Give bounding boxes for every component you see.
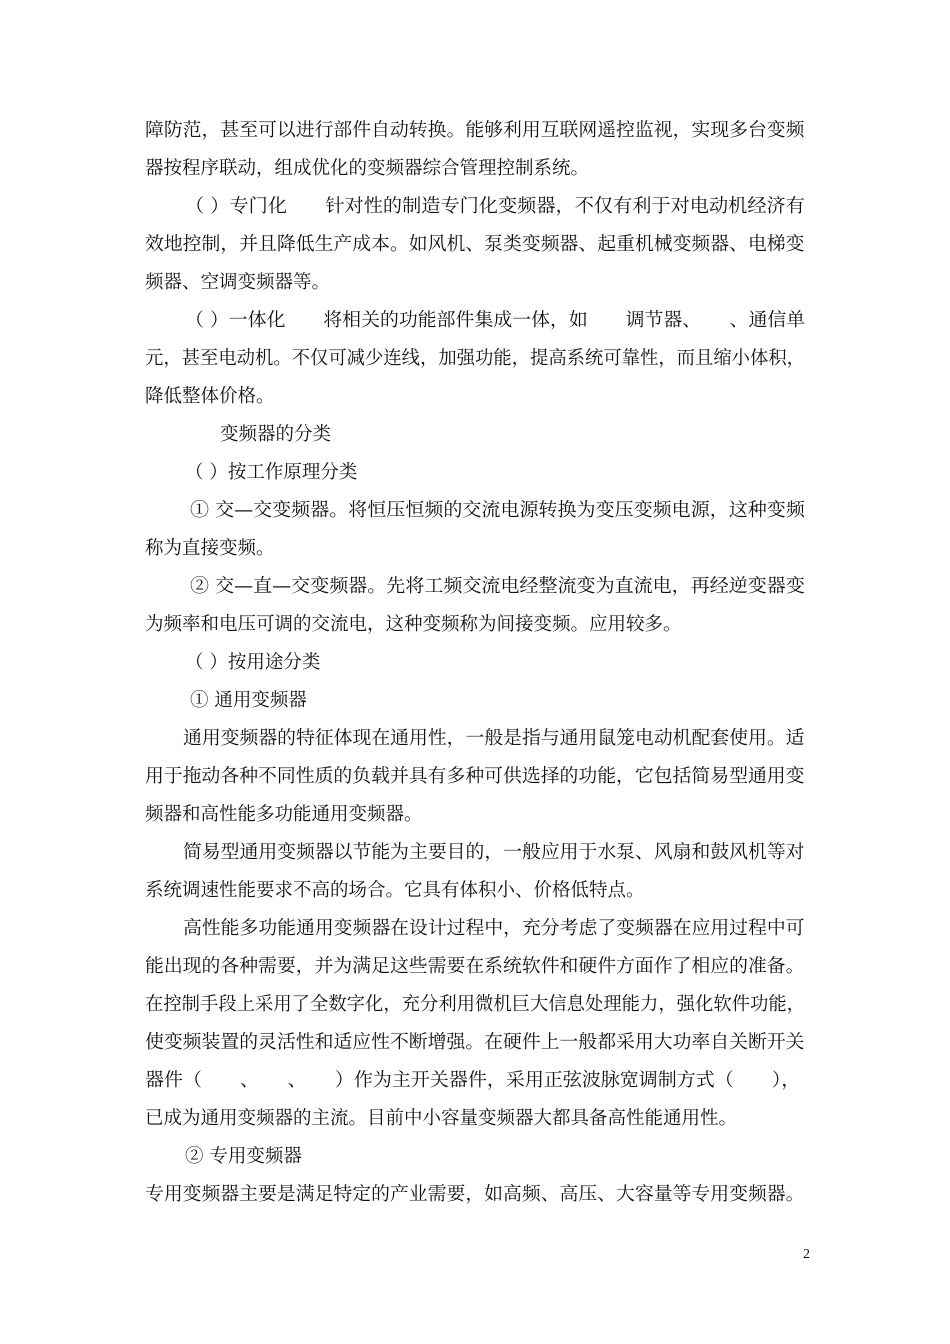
section-heading: 变频器的分类 xyxy=(220,424,332,445)
text-line: 为频率和电压可调的交流电，这种变频称为间接变频。应用较多。 xyxy=(145,614,682,635)
text-line: 效地控制，并且降低生产成本。如风机、泵类变频器、起重机械变频器、电梯变 xyxy=(145,234,805,255)
text-line: 障防范，甚至可以进行部件自动转换。能够利用互联网遥控监视，实现多台变频 xyxy=(145,120,805,141)
subsection-heading: （ ）按工作原理分类 xyxy=(185,462,358,483)
text-line: 专用变频器主要是满足特定的产业需要，如高频、高压、大容量等专用变频器。 xyxy=(145,1184,805,1205)
text-line: 器件（ 、 、 ）作为主开关器件，采用正弦波脉宽调制方式（ ）， xyxy=(145,1070,801,1091)
text-line: 高性能多功能通用变频器在设计过程中，充分考虑了变频器在应用过程中可 xyxy=(183,918,805,939)
text-line: 频器和高性能多功能通用变频器。 xyxy=(145,804,423,825)
text-line: 简易型通用变频器以节能为主要目的，一般应用于水泵、风扇和鼓风机等对 xyxy=(183,842,805,863)
text-line: 通用变频器的特征体现在通用性，一般是指与通用鼠笼电动机配套使用。适 xyxy=(183,728,805,749)
page-number: 2 xyxy=(803,1247,810,1262)
text-line: 降低整体价格。 xyxy=(145,386,275,407)
item-heading: ① 通用变频器 xyxy=(190,690,307,711)
subsection-heading: （ ）按用途分类 xyxy=(185,652,321,673)
item-heading: ② 专用变频器 xyxy=(185,1146,302,1167)
text-line: （ ）专门化 针对性的制造专门化变频器，不仅有利于对电动机经济有 xyxy=(185,196,805,217)
text-line: ① 交—交变频器。将恒压恒频的交流电源转换为变压变频电源，这种变频 xyxy=(190,500,805,521)
text-line: 系统调速性能要求不高的场合。它具有体积小、价格低特点。 xyxy=(145,880,645,901)
text-line: 用于拖动各种不同性质的负载并具有多种可供选择的功能，它包括简易型通用变 xyxy=(145,766,805,787)
text-line: 器按程序联动，组成优化的变频器综合管理控制系统。 xyxy=(145,158,590,179)
text-line: 已成为通用变频器的主流。目前中小容量变频器大都具备高性能通用性。 xyxy=(145,1108,738,1129)
text-line: 能出现的各种需要，并为满足这些需要在系统软件和硬件方面作了相应的准备。 xyxy=(145,956,805,977)
text-line: 称为直接变频。 xyxy=(145,538,275,559)
text-line: 在控制手段上采用了全数字化，充分利用微机巨大信息处理能力，强化软件功能， xyxy=(145,994,806,1015)
text-line: （ ）一体化 将相关的功能部件集成一体，如 调节器、 、通信单 xyxy=(185,310,806,331)
text-line: ② 交—直—交变频器。先将工频交流电经整流变为直流电，再经逆变器变 xyxy=(190,576,805,597)
text-line: 频器、空调变频器等。 xyxy=(145,272,331,293)
text-line: 使变频装置的灵活性和适应性不断增强。在硬件上一般都采用大功率自关断开关 xyxy=(145,1032,805,1053)
text-line: 元，甚至电动机。不仅可减少连线，加强功能，提高系统可靠性，而且缩小体积， xyxy=(145,348,806,369)
